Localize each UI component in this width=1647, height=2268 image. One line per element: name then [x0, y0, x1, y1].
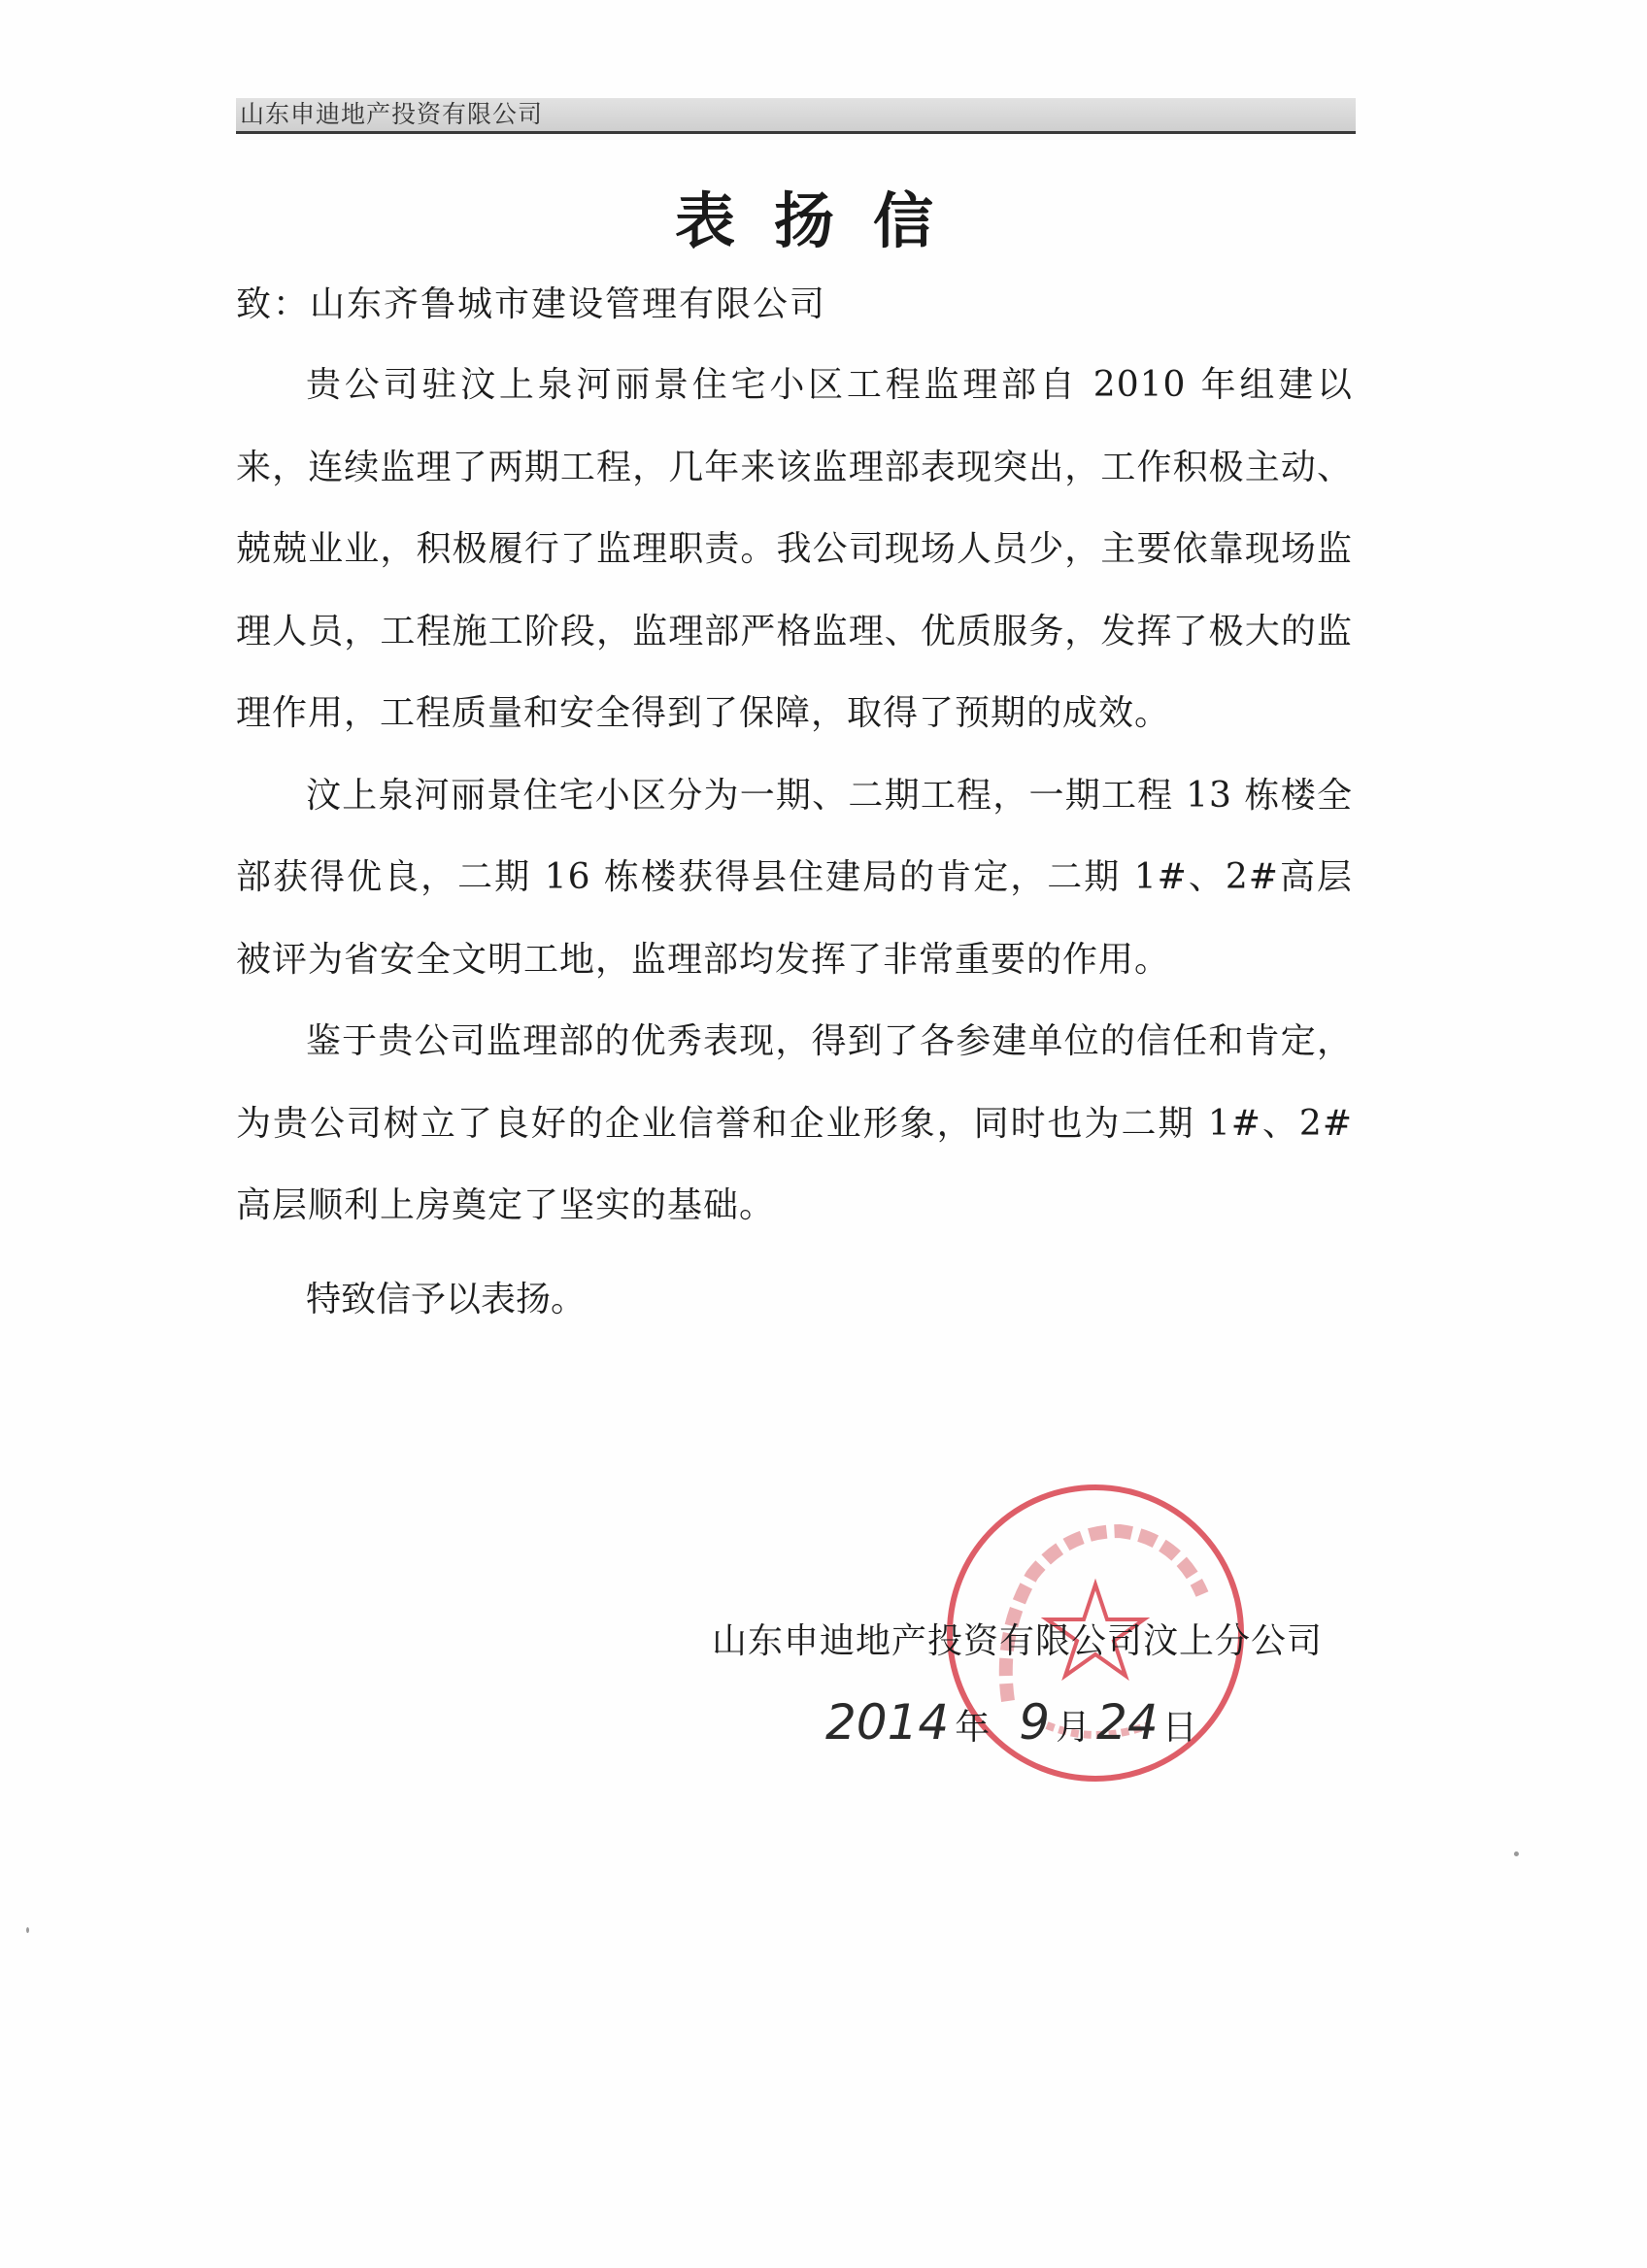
- closing-line: 特致信予以表扬。: [306, 1280, 587, 1319]
- paragraph: 贵公司驻汶上泉河丽景住宅小区工程监理部自 2010 年组建以来，连续监理了两期工程，几年来该监理部表现突出，工作积极主动、兢兢业业，积极履行了监理职责。我公司现场人员少，主要依靠现场监理人员，工程施工阶段，监理部严格监理、优质服务，发挥了极大的监理作用，工程质量和安全得到了保障，取得了预期的成效。: [236, 365, 1353, 733]
- letter-title: 表扬信: [674, 185, 972, 256]
- recipient-line: 致：山东齐鲁城市建设管理有限公司: [236, 284, 827, 324]
- date-month-unit: 月: [1056, 1708, 1092, 1748]
- date-month: 9: [1019, 1694, 1051, 1751]
- letter-body: [236, 345, 1353, 1248]
- paragraph: 鉴于贵公司监理部的优秀表现，得到了各参建单位的信任和肯定，为贵公司树立了良好的企业信誉和企业形象，同时也为二期 1#、2#高层顺利上房奠定了坚实的基础。: [236, 1021, 1353, 1225]
- date-day: 24: [1096, 1694, 1159, 1751]
- signature-date: [825, 1694, 1197, 1751]
- scan-speck: [26, 1927, 29, 1933]
- paragraph: 汶上泉河丽景住宅小区分为一期、二期工程，一期工程 13 栋楼全部获得优良，二期 16 栋楼获得县住建局的肯定，二期 1#、2#高层被评为省安全文明工地，监理部均发挥了非常重要的作用。: [236, 775, 1353, 980]
- scan-speck: [1514, 1851, 1519, 1856]
- date-year-unit: 年: [955, 1708, 991, 1748]
- letterhead-bar: [236, 98, 1356, 134]
- letterhead-company: 山东申迪地产投资有限公司: [240, 100, 544, 128]
- date-day-unit: 日: [1161, 1708, 1197, 1748]
- date-year: 2014: [825, 1694, 950, 1751]
- issuer-name: 山东申迪地产投资有限公司汶上分公司: [712, 1621, 1324, 1661]
